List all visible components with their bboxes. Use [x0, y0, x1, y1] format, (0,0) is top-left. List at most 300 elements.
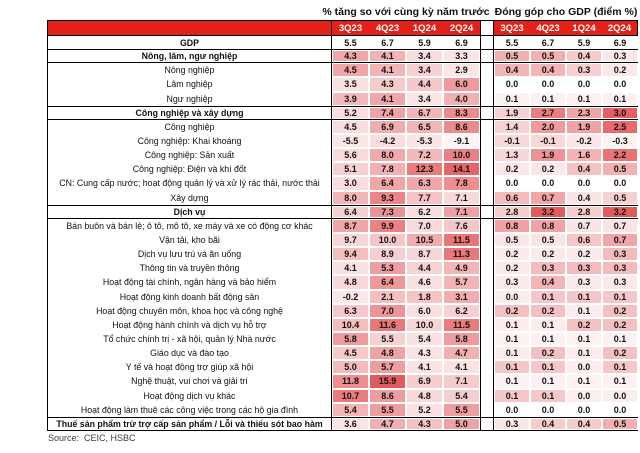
- data-cell: 4.1: [406, 360, 443, 374]
- data-cell: 0.5: [602, 418, 638, 430]
- table-row: [47, 290, 638, 304]
- data-cell: 4.1: [369, 63, 406, 77]
- data-cell: 0.2: [494, 304, 530, 318]
- data-cell: 6.7: [369, 36, 406, 49]
- table-row: [47, 176, 638, 190]
- data-cell: 10.0: [406, 318, 443, 332]
- data-cell: 3.3: [443, 50, 480, 62]
- data-cell: 5.0: [332, 360, 369, 374]
- data-cell: 0.3: [602, 50, 638, 62]
- data-cell: 7.7: [406, 191, 443, 205]
- data-cell: 6.0: [406, 304, 443, 318]
- data-cell: 5.1: [332, 162, 369, 176]
- data-cell: 6.2: [406, 206, 443, 218]
- data-cell: 0.1: [602, 92, 638, 106]
- data-cell: 5.7: [443, 275, 480, 289]
- data-cell: 0.3: [602, 247, 638, 261]
- data-cell: -9.1: [443, 134, 480, 148]
- data-cell: 0.3: [602, 261, 638, 275]
- data-cell: 0.6: [494, 191, 530, 205]
- row-gap: [480, 77, 494, 91]
- row-gap: [480, 120, 494, 134]
- data-cell: 4.1: [332, 261, 369, 275]
- data-cell: 2.1: [369, 290, 406, 304]
- table-row: [47, 205, 638, 219]
- data-cell: 0.0: [602, 176, 638, 190]
- growth-group-title: % tăng so với cùng kỳ năm trước: [322, 5, 490, 18]
- row-label: Bán buôn và bán lẻ; ô tô, mô tô, xe máy và xe có động cơ khác: [47, 219, 332, 233]
- data-cell: 0.0: [566, 77, 602, 91]
- row-gap: [480, 148, 494, 162]
- data-cell: 5.8: [443, 332, 480, 346]
- data-cell: 4.3: [332, 50, 369, 62]
- data-cell: 0.1: [566, 332, 602, 346]
- data-cell: 0.1: [494, 346, 530, 360]
- data-cell: 5.4: [406, 332, 443, 346]
- quarter-header-row: [47, 20, 638, 35]
- data-cell: 8.9: [369, 247, 406, 261]
- data-cell: 0.4: [566, 418, 602, 430]
- row-gap: [480, 134, 494, 148]
- row-gap: [480, 374, 494, 388]
- row-gap: [480, 389, 494, 403]
- data-cell: 0.3: [566, 261, 602, 275]
- data-cell: 10.5: [406, 233, 443, 247]
- table-row: [47, 304, 638, 318]
- data-cell: 9.7: [332, 233, 369, 247]
- row-label: GDP: [47, 36, 332, 49]
- table-row: [47, 403, 638, 417]
- quarter-header: 1Q24: [566, 21, 602, 35]
- table-row: [47, 261, 638, 275]
- data-cell: 4.5: [332, 63, 369, 77]
- quarter-header: 4Q23: [369, 21, 406, 35]
- data-cell: 1.8: [406, 290, 443, 304]
- data-cell: 6.9: [443, 36, 480, 49]
- data-cell: 0.1: [494, 332, 530, 346]
- row-gap: [480, 360, 494, 374]
- data-cell: 2.7: [530, 107, 566, 119]
- row-gap: [480, 219, 494, 233]
- data-cell: 1.6: [566, 148, 602, 162]
- data-cell: 0.2: [602, 346, 638, 360]
- data-cell: 0.0: [566, 403, 602, 417]
- row-gap: [480, 275, 494, 289]
- row-gap: [480, 290, 494, 304]
- row-label: Giáo dục và đào tạo: [47, 346, 332, 360]
- data-cell: 0.1: [602, 374, 638, 388]
- data-cell: 7.1: [443, 206, 480, 218]
- data-cell: 4.4: [406, 261, 443, 275]
- data-cell: 0.2: [566, 247, 602, 261]
- data-cell: 0.0: [530, 176, 566, 190]
- data-cell: 0.1: [566, 374, 602, 388]
- data-cell: 10.0: [443, 148, 480, 162]
- table-row: [47, 49, 638, 63]
- data-cell: 6.7: [406, 107, 443, 119]
- table-row: [47, 360, 638, 374]
- data-cell: 4.1: [443, 360, 480, 374]
- data-cell: 0.2: [566, 318, 602, 332]
- table-row: [47, 346, 638, 360]
- data-cell: 0.1: [494, 360, 530, 374]
- data-cell: 10.4: [332, 318, 369, 332]
- data-cell: 4.8: [332, 275, 369, 289]
- row-gap: [480, 107, 494, 119]
- data-cell: 5.5: [494, 36, 530, 49]
- data-cell: 4.1: [369, 50, 406, 62]
- row-gap: [480, 191, 494, 205]
- data-cell: 0.4: [566, 162, 602, 176]
- data-cell: 4.0: [443, 92, 480, 106]
- data-cell: 0.0: [494, 290, 530, 304]
- data-cell: 0.5: [530, 50, 566, 62]
- data-cell: 8.6: [369, 389, 406, 403]
- table-row: [47, 275, 638, 289]
- data-cell: 6.4: [369, 176, 406, 190]
- data-cell: 3.4: [406, 63, 443, 77]
- data-cell: 0.2: [530, 247, 566, 261]
- row-label: Xây dựng: [47, 191, 332, 205]
- data-cell: 3.4: [406, 50, 443, 62]
- data-cell: 0.3: [602, 275, 638, 289]
- row-label: Vận tải, kho bãi: [47, 233, 332, 247]
- data-cell: 4.1: [369, 92, 406, 106]
- table-row: [47, 389, 638, 403]
- data-cell: 4.7: [369, 418, 406, 430]
- data-cell: 0.0: [602, 77, 638, 91]
- data-cell: 4.8: [369, 346, 406, 360]
- row-label: Hoạt động dịch vụ khác: [47, 389, 332, 403]
- data-cell: 0.2: [602, 63, 638, 77]
- data-cell: 7.4: [369, 107, 406, 119]
- data-cell: 5.5: [369, 332, 406, 346]
- data-cell: 0.3: [566, 63, 602, 77]
- row-label: Y tế và hoạt động trợ giúp xã hội: [47, 360, 332, 374]
- data-cell: 11.3: [443, 247, 480, 261]
- data-cell: 0.3: [566, 275, 602, 289]
- header-gap: [480, 21, 494, 35]
- data-cell: 12.3: [406, 162, 443, 176]
- table-row: [47, 77, 638, 91]
- data-cell: 2.2: [602, 148, 638, 162]
- data-cell: 0.0: [566, 389, 602, 403]
- data-cell: 10.0: [369, 233, 406, 247]
- table-row: [47, 35, 638, 49]
- data-cell: 0.5: [494, 233, 530, 247]
- row-label: Công nghiệp và xây dựng: [47, 107, 332, 119]
- data-cell: 0.0: [566, 360, 602, 374]
- data-cell: 0.1: [530, 290, 566, 304]
- data-cell: 6.9: [406, 374, 443, 388]
- table-row: [47, 134, 638, 148]
- gdp-table: [47, 4, 638, 431]
- data-cell: 8.7: [406, 247, 443, 261]
- data-cell: 5.2: [332, 107, 369, 119]
- table-body: [47, 35, 638, 431]
- row-label: Thông tin và truyền thông: [47, 261, 332, 275]
- data-cell: 8.7: [332, 219, 369, 233]
- data-cell: 6.9: [369, 120, 406, 134]
- data-cell: 2.3: [566, 107, 602, 119]
- data-cell: 1.3: [494, 148, 530, 162]
- row-label: Nghệ thuật, vui chơi và giải trí: [47, 374, 332, 388]
- data-cell: 6.3: [332, 304, 369, 318]
- data-cell: -0.2: [566, 134, 602, 148]
- data-cell: 0.1: [494, 92, 530, 106]
- header-corner: [47, 21, 332, 35]
- data-cell: 0.5: [530, 233, 566, 247]
- table-row: [47, 191, 638, 205]
- data-cell: 4.9: [443, 261, 480, 275]
- data-cell: 6.0: [443, 77, 480, 91]
- data-cell: 5.3: [369, 261, 406, 275]
- data-cell: 0.1: [566, 304, 602, 318]
- data-cell: 3.2: [530, 206, 566, 218]
- row-label: Hoạt động chuyên môn, khoa học và công nghệ: [47, 304, 332, 318]
- data-cell: 2.5: [602, 120, 638, 134]
- data-cell: 7.8: [369, 162, 406, 176]
- data-cell: 0.3: [494, 275, 530, 289]
- quarter-header: 3Q23: [494, 21, 530, 35]
- row-gap: [480, 318, 494, 332]
- data-cell: 0.3: [494, 418, 530, 430]
- row-label: Hoạt động làm thuê các công việc trong các hộ gia đình: [47, 403, 332, 417]
- data-cell: 0.1: [530, 389, 566, 403]
- data-cell: 0.7: [602, 219, 638, 233]
- data-cell: 0.1: [530, 332, 566, 346]
- table-row: [47, 120, 638, 134]
- data-cell: 2.0: [530, 120, 566, 134]
- table-row: [47, 332, 638, 346]
- data-cell: 0.1: [566, 92, 602, 106]
- data-cell: 0.4: [566, 50, 602, 62]
- data-cell: 4.3: [406, 418, 443, 430]
- row-label: Hoạt động kinh doanh bất động sản: [47, 290, 332, 304]
- data-cell: 0.2: [602, 304, 638, 318]
- quarter-header: 3Q23: [332, 21, 369, 35]
- data-cell: 3.5: [332, 77, 369, 91]
- data-cell: 5.2: [406, 403, 443, 417]
- data-cell: 8.0: [369, 148, 406, 162]
- data-cell: 3.4: [406, 92, 443, 106]
- data-cell: 9.4: [332, 247, 369, 261]
- data-cell: 3.1: [443, 290, 480, 304]
- data-cell: 0.1: [566, 346, 602, 360]
- data-cell: 0.0: [494, 176, 530, 190]
- table-row: [47, 233, 638, 247]
- row-gap: [480, 50, 494, 62]
- data-cell: 0.1: [494, 318, 530, 332]
- row-gap: [480, 418, 494, 430]
- data-cell: 4.3: [406, 346, 443, 360]
- data-cell: 5.7: [369, 360, 406, 374]
- data-cell: 5.5: [443, 403, 480, 417]
- data-cell: 0.2: [494, 247, 530, 261]
- data-cell: 0.1: [602, 290, 638, 304]
- data-cell: -5.3: [406, 134, 443, 148]
- data-cell: 0.0: [530, 77, 566, 91]
- data-cell: 3.0: [332, 176, 369, 190]
- data-cell: 5.0: [443, 418, 480, 430]
- row-label: CN: Cung cấp nước; hoạt động quản lý và xử lý rác thải, nước thải: [47, 176, 332, 190]
- data-cell: 11.8: [332, 374, 369, 388]
- data-cell: 5.6: [332, 148, 369, 162]
- data-cell: 5.5: [369, 403, 406, 417]
- data-cell: 6.4: [332, 206, 369, 218]
- row-gap: [480, 403, 494, 417]
- row-gap: [480, 304, 494, 318]
- data-cell: 9.3: [369, 191, 406, 205]
- row-gap: [480, 92, 494, 106]
- data-cell: 0.2: [530, 346, 566, 360]
- row-gap: [480, 261, 494, 275]
- data-cell: -0.2: [332, 290, 369, 304]
- data-cell: -0.1: [530, 134, 566, 148]
- table-row: [47, 417, 638, 431]
- row-label: Công nghiệp: Khai khoáng: [47, 134, 332, 148]
- data-cell: 9.9: [369, 219, 406, 233]
- contribution-group-title: Đóng góp cho GDP (điểm %): [494, 5, 638, 18]
- data-cell: 0.4: [530, 418, 566, 430]
- data-cell: 4.7: [443, 346, 480, 360]
- data-cell: 7.6: [443, 219, 480, 233]
- data-cell: 2.8: [494, 206, 530, 218]
- row-label: Lâm nghiệp: [47, 77, 332, 91]
- data-cell: 0.6: [566, 233, 602, 247]
- data-cell: 14.1: [443, 162, 480, 176]
- data-cell: 4.8: [406, 389, 443, 403]
- row-gap: [480, 162, 494, 176]
- data-cell: 6.5: [406, 120, 443, 134]
- data-cell: 4.5: [332, 120, 369, 134]
- data-cell: 0.2: [530, 304, 566, 318]
- row-label: Dịch vụ: [47, 206, 332, 218]
- data-cell: 2.8: [566, 206, 602, 218]
- data-cell: 7.0: [369, 304, 406, 318]
- data-cell: 3.2: [602, 206, 638, 218]
- data-cell: 5.4: [443, 389, 480, 403]
- title-gap: [480, 4, 494, 19]
- source-value: CEIC, HSBC: [84, 433, 136, 443]
- data-cell: 7.1: [443, 191, 480, 205]
- data-cell: 5.9: [406, 36, 443, 49]
- data-cell: 1.9: [566, 120, 602, 134]
- data-cell: 11.5: [443, 318, 480, 332]
- data-cell: 6.2: [443, 304, 480, 318]
- quarter-header: 2Q24: [443, 21, 480, 35]
- data-cell: 0.1: [602, 332, 638, 346]
- row-label: Dịch vụ lưu trú và ăn uống: [47, 247, 332, 261]
- data-cell: -4.2: [369, 134, 406, 148]
- data-cell: 5.9: [566, 36, 602, 49]
- data-cell: 1.9: [530, 148, 566, 162]
- data-cell: 10.7: [332, 389, 369, 403]
- data-cell: 0.0: [494, 77, 530, 91]
- data-cell: 0.1: [494, 389, 530, 403]
- data-cell: 0.1: [530, 92, 566, 106]
- data-cell: 6.7: [530, 36, 566, 49]
- data-cell: 0.2: [602, 318, 638, 332]
- data-cell: 11.6: [369, 318, 406, 332]
- data-cell: 4.4: [406, 77, 443, 91]
- data-cell: 4.3: [369, 77, 406, 91]
- data-cell: 7.2: [406, 148, 443, 162]
- data-cell: 0.2: [530, 162, 566, 176]
- row-gap: [480, 346, 494, 360]
- row-label: Tổ chức chính trị - xã hội, quản lý Nhà nước: [47, 332, 332, 346]
- row-label: Nông, lâm, ngư nghiệp: [47, 50, 332, 62]
- group-titles-row: [47, 4, 638, 19]
- data-cell: 0.1: [530, 374, 566, 388]
- title-spacer: [47, 4, 332, 19]
- source-note: [48, 433, 136, 443]
- table-row: [47, 318, 638, 332]
- row-gap: [480, 176, 494, 190]
- table-row: [47, 247, 638, 261]
- data-cell: 0.7: [566, 219, 602, 233]
- quarter-header: 4Q23: [530, 21, 566, 35]
- data-cell: 0.4: [494, 63, 530, 77]
- data-cell: 7.8: [443, 176, 480, 190]
- row-gap: [480, 36, 494, 49]
- data-cell: 0.8: [494, 219, 530, 233]
- data-cell: 7.1: [443, 374, 480, 388]
- data-cell: 0.0: [602, 389, 638, 403]
- data-cell: 0.1: [530, 360, 566, 374]
- table-row: [47, 63, 638, 77]
- data-cell: 11.5: [443, 233, 480, 247]
- data-cell: 8.3: [443, 107, 480, 119]
- data-cell: 3.0: [602, 107, 638, 119]
- data-cell: 1.4: [494, 120, 530, 134]
- data-cell: 0.7: [602, 233, 638, 247]
- data-cell: 0.1: [494, 374, 530, 388]
- table-row: [47, 219, 638, 233]
- table-row: [47, 162, 638, 176]
- data-cell: 2.9: [443, 63, 480, 77]
- data-cell: 6.3: [406, 176, 443, 190]
- row-gap: [480, 247, 494, 261]
- data-cell: 7.3: [369, 206, 406, 218]
- data-cell: 0.2: [494, 162, 530, 176]
- row-gap: [480, 63, 494, 77]
- data-cell: 0.4: [566, 191, 602, 205]
- data-cell: 8.0: [332, 191, 369, 205]
- data-cell: 0.8: [530, 219, 566, 233]
- row-label: Nông nghiệp: [47, 63, 332, 77]
- row-gap: [480, 233, 494, 247]
- data-cell: 0.5: [602, 191, 638, 205]
- row-label: Hoạt động tài chính, ngân hàng và bảo hiểm: [47, 275, 332, 289]
- row-label: Hoạt động hành chính và dịch vụ hỗ trợ: [47, 318, 332, 332]
- data-cell: 4.6: [406, 275, 443, 289]
- source-label: Source:: [48, 433, 80, 443]
- data-cell: 6.4: [369, 275, 406, 289]
- data-cell: 0.1: [602, 360, 638, 374]
- data-cell: 0.7: [530, 191, 566, 205]
- data-cell: 5.8: [332, 332, 369, 346]
- table-row: [47, 374, 638, 388]
- data-cell: 6.9: [602, 36, 638, 49]
- data-cell: 0.2: [494, 261, 530, 275]
- data-cell: 3.6: [332, 418, 369, 430]
- row-label: Công nghiệp: [47, 120, 332, 134]
- row-label: Công nghiệp: Sản xuất: [47, 148, 332, 162]
- data-cell: -0.3: [602, 134, 638, 148]
- quarter-header: 2Q24: [602, 21, 638, 35]
- data-cell: 0.0: [602, 403, 638, 417]
